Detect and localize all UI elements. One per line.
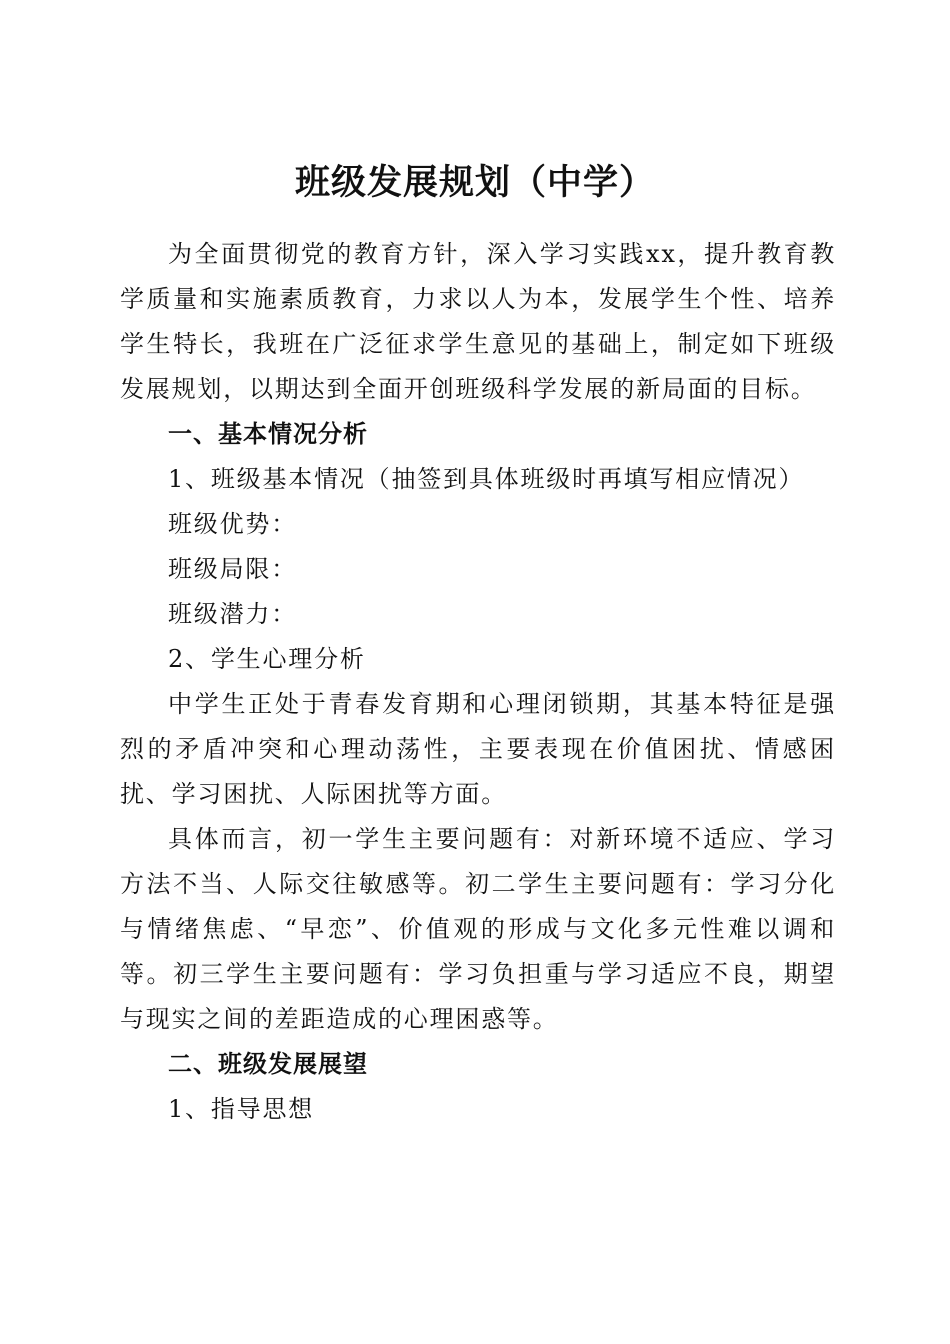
section-heading-development-outlook: 二、班级发展展望	[168, 1050, 368, 1078]
document-body	[120, 232, 836, 1132]
class-potential-label: 班级潜力：	[168, 600, 297, 628]
item-class-basic-situation: 1、班级基本情况（抽签到具体班级时再填写相应情况）	[168, 465, 805, 493]
section-heading-basic-analysis: 一、基本情况分析	[168, 420, 368, 448]
document-title: 班级发展规划（中学）	[294, 163, 655, 204]
psychology-paragraph-2: 具体而言，初一学生主要问题有：对新环境不适应、学习方法不当、人际交往敏感等。初二学生主要问题有：学习分化与情绪焦虑、“早恋”、价值观的形成与文化多元性难以调和等。初三学生主要问题有：学习负担重与学习适应不良，期望与现实之间的差距造成的心理困惑等。	[120, 825, 836, 1033]
item-guiding-ideology: 1、指导思想	[168, 1095, 315, 1123]
class-advantage-label: 班级优势：	[168, 510, 297, 538]
intro-paragraph: 为全面贯彻党的教育方针，深入学习实践xx，提升教育教学质量和实施素质教育，力求以人为本，发展学生个性、培养学生特长，我班在广泛征求学生意见的基础上，制定如下班级发展规划，以期达到全面开创班级科学发展的新局面的目标。	[120, 240, 836, 403]
item-student-psychology: 2、学生心理分析	[168, 645, 366, 673]
class-limitation-label: 班级局限：	[168, 555, 297, 583]
psychology-paragraph-1: 中学生正处于青春发育期和心理闭锁期，其基本特征是强烈的矛盾冲突和心理动荡性，主要表现在价值困扰、情感困扰、学习困扰、人际困扰等方面。	[120, 690, 836, 808]
